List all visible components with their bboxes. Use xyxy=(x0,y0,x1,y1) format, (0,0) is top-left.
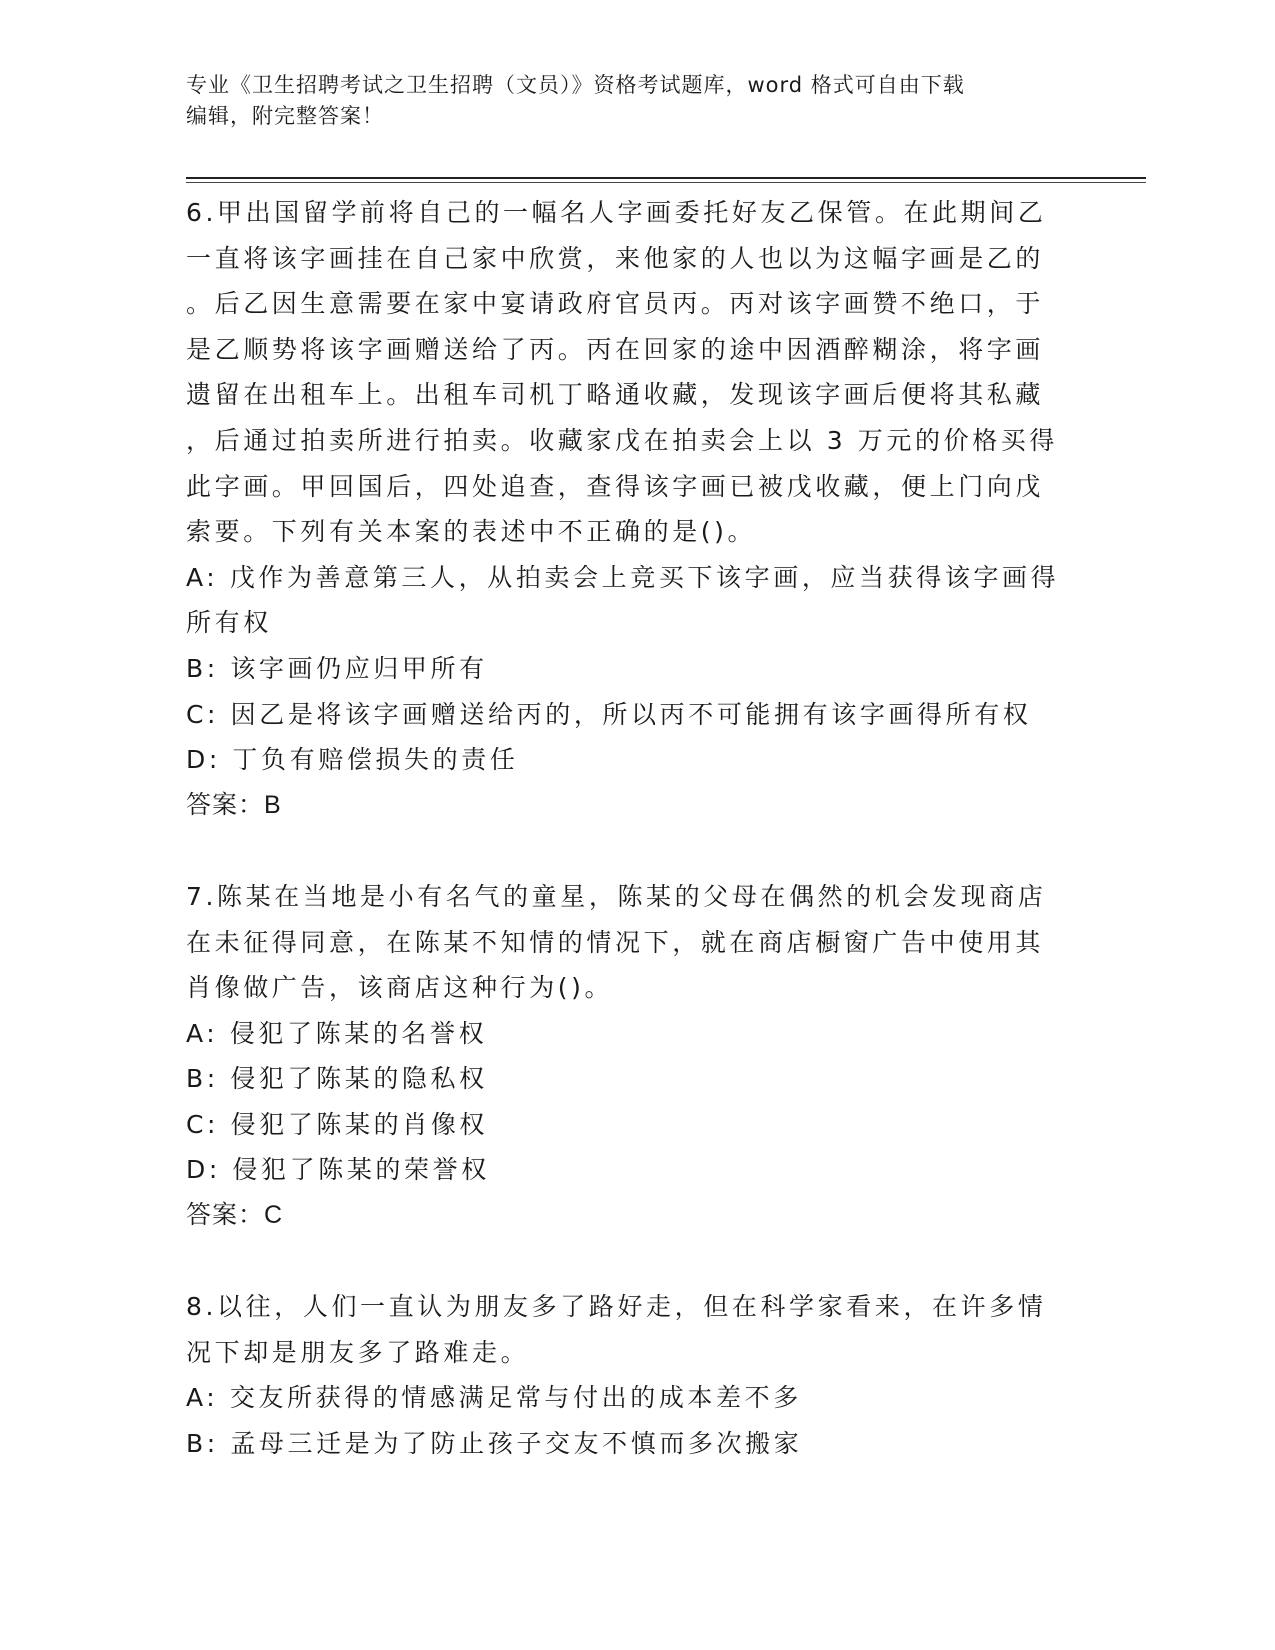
question-stem-line: 7.陈某在当地是小有名气的童星，陈某的父母在偶然的机会发现商店 xyxy=(186,881,1047,911)
answer-label: 答案：C xyxy=(186,1201,284,1230)
option-d: D: 丁负有赔偿损失的责任 xyxy=(186,745,519,775)
question-stem-line: ，后通过拍卖所进行拍卖。收藏家戊在拍卖会上以 3 万元的价格买得 xyxy=(186,425,1059,455)
question-stem-line: 遗留在出租车上。出租车司机丁略通收藏，发现该字画后便将其私藏 xyxy=(186,380,1045,410)
question-stem-line: 在未征得同意，在陈某不知情的情况下，就在商店橱窗广告中使用其 xyxy=(186,927,1045,957)
question-7 xyxy=(186,874,1106,1239)
option-c: C: 侵犯了陈某的肖像权 xyxy=(186,1109,489,1139)
question-stem-line: 。后乙因生意需要在家中宴请政府官员丙。丙对该字画赞不绝口，于 xyxy=(186,289,1045,319)
option-a: A: 戊作为善意第三人，从拍卖会上竞买下该字画，应当获得该字画得 xyxy=(186,562,1060,592)
option-b: B: 孟母三迁是为了防止孩子交友不慎而多次搬家 xyxy=(186,1429,803,1459)
header-title-line: 专业《卫生招聘考试之卫生招聘（文员）》资格考试题库，word 格式可自由下载 xyxy=(186,73,965,97)
question-8 xyxy=(186,1284,1106,1466)
answer-label: 答案：B xyxy=(186,790,282,819)
option-a-continued: 所有权 xyxy=(186,608,272,638)
option-c: C: 因乙是将该字画赠送给丙的，所以丙不可能拥有该字画得所有权 xyxy=(186,699,1032,729)
question-stem-line: 8.以往，人们一直认为朋友多了路好走，但在科学家看来，在许多情 xyxy=(186,1292,1047,1322)
option-b: B: 侵犯了陈某的隐私权 xyxy=(186,1064,488,1094)
header-divider-thin xyxy=(186,182,1146,183)
question-stem-line: 6.甲出国留学前将自己的一幅名人字画委托好友乙保管。在此期间乙 xyxy=(186,198,1047,227)
question-6 xyxy=(186,190,1106,828)
question-spacer xyxy=(186,828,1106,874)
header-subtitle-line: 编辑，附完整答案！ xyxy=(186,104,384,128)
option-d: D: 侵犯了陈某的荣誉权 xyxy=(186,1155,490,1185)
question-stem-line: 是乙顺势将该字画赠送给了丙。丙在回家的途中因酒醉糊涂，将字画 xyxy=(186,334,1045,364)
header-divider xyxy=(186,177,1146,179)
option-b: B: 该字画仍应归甲所有 xyxy=(186,653,488,683)
question-list xyxy=(186,190,1106,1467)
question-stem-line: 一直将该字画挂在自己家中欣赏，来他家的人也以为这幅字画是乙的 xyxy=(186,243,1045,273)
question-spacer xyxy=(186,1239,1106,1285)
document-header xyxy=(186,70,1086,132)
question-stem-line: 况下却是朋友多了路难走。 xyxy=(186,1337,530,1367)
option-a: A: 侵犯了陈某的名誉权 xyxy=(186,1018,488,1048)
option-a: A: 交友所获得的情感满足常与付出的成本差不多 xyxy=(186,1383,802,1413)
question-stem-line: 肖像做广告，该商店这种行为()。 xyxy=(186,973,614,1003)
question-stem-line: 此字画。甲回国后，四处追查，查得该字画已被戊收藏，便上门向戊 xyxy=(186,471,1045,501)
question-stem-line: 索要。下列有关本案的表述中不正确的是()。 xyxy=(186,517,757,547)
